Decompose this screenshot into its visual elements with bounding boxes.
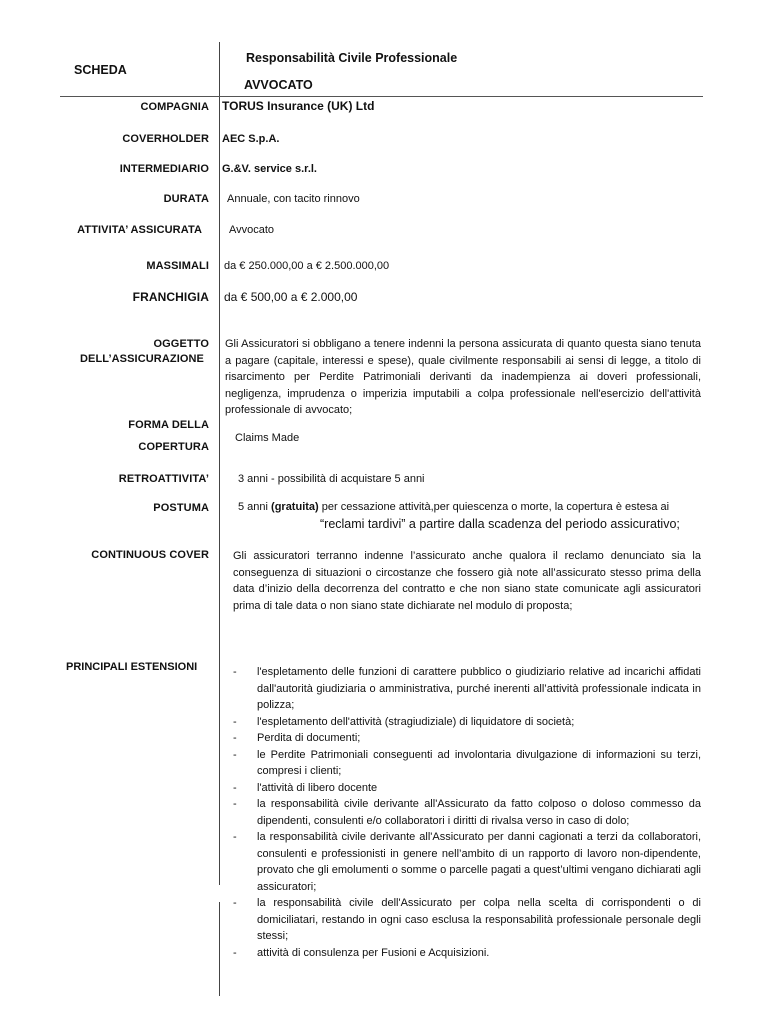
postuma-value-line2: “reclami tardivi” a partire dalla scadenza del periodo assicurativo;: [320, 517, 680, 531]
massimali-value: da € 250.000,00 a € 2.500.000,00: [224, 260, 390, 272]
retroattivita-value: 3 anni - possibilità di acquistare 5 anni: [238, 473, 425, 485]
durata-label: DURATA: [163, 193, 209, 205]
intermediario-label: INTERMEDIARIO: [119, 163, 209, 175]
list-item: - attività di consulenza per Fusioni e Acquisizioni.: [233, 946, 490, 959]
massimali-label: MASSIMALI: [146, 260, 209, 272]
attivita-value: Avvocato: [229, 224, 275, 236]
attivita-label: ATTIVITA’ ASSICURATA: [77, 224, 202, 236]
franchigia-value: da € 500,00 a € 2.000,00: [224, 290, 358, 304]
estensioni-label: PRINCIPALI ESTENSIONI: [66, 661, 198, 673]
list-item: - Perdita di documenti;: [233, 732, 361, 744]
postuma-text-bold: (gratuita): [271, 501, 319, 513]
forma-value: Claims Made: [235, 432, 300, 444]
header-rule: [60, 96, 703, 97]
postuma-text-pre: 5 anni: [238, 501, 272, 513]
oggetto-label-line2: DELL’ASSICURAZIONE: [79, 353, 204, 365]
postuma-label: POSTUMA: [153, 502, 209, 514]
continuous-cover-label: CONTINUOUS COVER: [91, 549, 209, 561]
list-item: - le Perdite Patrimoniali conseguenti ad involontaria divulgazione di informazioni su terzi, compresi i clienti;: [233, 748, 701, 777]
column-divider: [219, 42, 220, 885]
coverholder-label: COVERHOLDER: [122, 133, 209, 145]
forma-label-line1: FORMA DELLA: [128, 419, 209, 431]
forma-label-line2: COPERTURA: [138, 441, 209, 453]
compagnia-label: COMPAGNIA: [140, 101, 209, 113]
column-divider-lower: [219, 902, 220, 996]
scheda-label: SCHEDA: [74, 63, 127, 77]
document-title: Responsabilità Civile Professionale: [246, 51, 458, 65]
list-item: - la responsabilità civile derivante all'Assicurato da fatto colposo o doloso commesso da dipendenti, consulenti e/o collaboratori i diritti di rivalsa verso in caso di dolo;: [233, 798, 701, 827]
compagnia-value: TORUS Insurance (UK) Ltd: [222, 99, 375, 113]
franchigia-label: FRANCHIGIA: [132, 290, 209, 304]
list-item: - la responsabilità civile dell'Assicurato per colpa nella scelta di corrispondenti o di domiciliatari, restando in ogni caso esclusa la responsabilità professionale personale degli stessi;: [233, 897, 701, 942]
estensioni-list: [233, 664, 701, 961]
oggetto-label-line1: OGGETTO: [153, 338, 209, 350]
postuma-value: [238, 501, 669, 513]
intermediario-value: G.&V. service s.r.l.: [222, 163, 317, 175]
document-subtitle: AVVOCATO: [244, 78, 313, 92]
list-item: - l'espletamento delle funzioni di carattere pubblico o giudiziario relative ad incarichi affidati dall'autorità giudiziaria o amministrativa, purché inerenti all’attività professionale indicata in polizza;: [233, 666, 701, 711]
retroattivita-label: RETROATTIVITA’: [118, 473, 209, 485]
list-item: - l'attività di libero docente: [233, 781, 378, 794]
postuma-text-post: per cessazione attività,per quiescenza o morte, la copertura è estesa ai: [318, 501, 670, 513]
oggetto-text: Gli Assicuratori si obbligano a tenere indenni la persona assicurata di quanto questa siano tenuta a pagare (capitale, interessi e spese), quale civilmente responsabili ai sensi di legge, a titolo di risarcimento per Perdite Patrimoniali derivanti da inadempienza ai doveri professionali, negligenza, imprudenza o imperizia imputabili a colpa professionale nell'esercizio dell'attività professionale di avvocato;: [225, 338, 701, 416]
coverholder-value: AEC S.p.A.: [222, 133, 280, 145]
durata-value: Annuale, con tacito rinnovo: [227, 193, 360, 205]
list-item: - l'espletamento dell'attività (stragiudiziale) di liquidatore di società;: [233, 715, 575, 728]
list-item: - la responsabilità civile derivante all'Assicurato per danni cagionati a terzi da collaboratori, consulenti e professionisti in genere nell’ambito di un rapporto di lavoro non-dipendente, provato che gli emolumenti o somme o parcelle pagati a quest’ultimi vengano dichiarati agli assicuratori;: [233, 831, 701, 893]
continuous-cover-text: Gli assicuratori terranno indenne l’assicurato anche qualora il reclamo denunciato sia la conseguenza di situazioni o circostanze che fossero già note all’assicurato stesso prima della data d’inizio della decorrenza del contratto e che non siano state comunicate agli assicuratori prima di tale data o non siano state dichiarate nel modulo di proposta;: [233, 550, 701, 612]
